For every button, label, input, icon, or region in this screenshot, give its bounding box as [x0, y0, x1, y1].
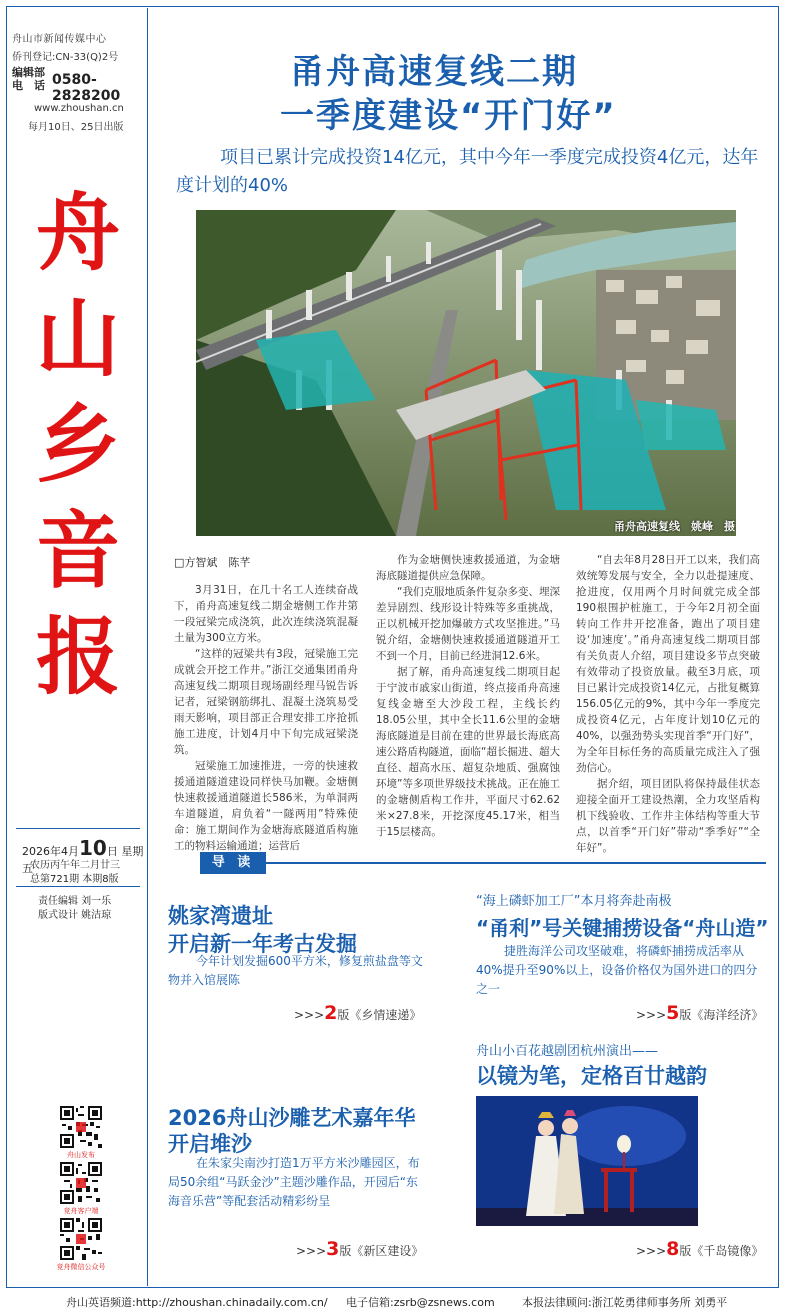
divider — [16, 828, 140, 829]
photo-credit: 甬舟高速复线 姚峰 摄 — [614, 520, 735, 533]
issue-number: 总第721期 本期8版 — [30, 874, 119, 885]
main-subtitle: 项目已累计完成投资14亿元，其中今年一季度完成投资4亿元，达年度计划的40% — [176, 147, 759, 196]
qr-label: 竞舟客户端 — [63, 1207, 99, 1215]
qr-code-icon[interactable] — [60, 1162, 102, 1204]
phone-label-line2: 电 话 — [12, 79, 45, 92]
teaser-headline[interactable]: “甬利”号关键捕捞设备“舟山造” — [476, 916, 769, 940]
teaser-summary: 在朱家尖南沙打造1万平方米沙雕园区，布局50余组“马跃金沙”主题沙雕作品，开园后“东海音乐营”等配套活动精彩纷呈 — [168, 1156, 420, 1208]
paragraph: 3月31日，在几十名工人连续奋战下，甬舟高速复线二期金塘侧工作井第一段冠梁完成浇筑，此次连续浇筑混凝土量为300立方米。 — [174, 584, 358, 644]
paragraph: 冠梁施工加速推进，一旁的快速救援通道隧道建设同样快马加鞭。金塘侧快速救援通道隧道长586米，为单洞两车道隧道，肩负着“一隧两用”特殊使命：施工期间作为金塘海底隧道盾构施工的物料运输通道；运营后 — [174, 760, 358, 852]
paragraph: 据介绍，项目团队将保持最佳状态迎接全面开工建设热潮，全力攻坚盾构机下线验收、工作井主体结构等重大节点，以首季“开门好”带动“季季好”“全年好”。 — [576, 778, 760, 854]
teaser-headline[interactable]: 以镜为笔，定格百廿越韵 — [476, 1064, 707, 1088]
qr-label: 竞舟微信公众号 — [56, 1263, 106, 1271]
lunar-date: 农历丙午年二月廿三 — [30, 860, 120, 871]
article-column-3 — [576, 552, 760, 856]
masthead-char: 山 — [35, 289, 120, 388]
legal-advisor: 本报法律顾问:浙江乾勇律师事务所 刘勇平 — [522, 1296, 728, 1309]
phone-label — [12, 66, 45, 92]
publication-schedule: 每月10日、25日出版 — [28, 122, 124, 133]
opera-photo — [476, 1096, 698, 1226]
masthead-char: 舟 — [35, 183, 120, 282]
qr-code-icon[interactable] — [60, 1106, 102, 1148]
layout-designer: 版式设计 姚洁琼 — [38, 910, 112, 921]
publisher-name: 舟山市新闻传媒中心 — [12, 34, 107, 45]
teaser-summary: 今年计划发掘600平方米，修复煎盐盘等文物并入馆展陈 — [168, 954, 423, 987]
paragraph: “我们克服地质条件复杂多变、埋深差异剧烈、线形设计特殊等多重挑战，正以机械开挖加爆破方式攻坚推进。”马锐介绍，金塘侧快速救援通道隧道开工不到一个月，目前已经进洞12.6米。 — [376, 586, 560, 662]
main-headline-line1: 甬舟高速复线二期 — [290, 52, 578, 92]
teaser-headline[interactable]: 开启堆沙 — [168, 1132, 252, 1156]
main-headline-line2: 一季度建设“开门好” — [280, 96, 617, 136]
teaser-headline[interactable]: 开启新一年考古发掘 — [168, 932, 357, 956]
phone-number: 0580-2828200 — [52, 72, 121, 104]
phone-label-line1: 编辑部 — [12, 66, 45, 79]
divider — [266, 862, 766, 864]
website-link[interactable]: www.zhoushan.cn — [34, 103, 124, 114]
english-channel-link[interactable]: 舟山英语频道:http://zhoushan.chinadaily.com.cn/ — [66, 1296, 328, 1309]
masthead-char: 报 — [35, 607, 120, 706]
responsible-editor: 责任编辑 刘一乐 — [38, 896, 112, 907]
teaser-kicker: 舟山小百花越剧团杭州演出—— — [476, 1044, 659, 1059]
divider — [16, 886, 140, 887]
paragraph: 作为金塘侧快速救援通道，为金塘海底隧道提供应急保障。 — [376, 554, 560, 582]
guide-bar — [200, 852, 766, 874]
masthead-char: 音 — [35, 501, 120, 600]
teaser-headline[interactable]: 姚家湾遗址 — [168, 904, 273, 928]
newspaper-masthead — [30, 180, 126, 710]
article-byline: □方智斌 陈芊 — [174, 556, 251, 569]
footer — [0, 1292, 787, 1312]
teaser-kicker: “海上磷虾加工厂”本月将奔赴南极 — [476, 894, 672, 909]
paragraph: “这样的冠梁共有3段，冠梁施工完成就会开挖工作井。”浙江交通集团甬舟高速复线二期项目现场副经理马锐告诉记者，冠梁钢筋绑扎、混凝土浇筑易受雨天影响，项目部正合理安排工序抢抓施工进度，计划4月中下旬完成冠梁浇筑。 — [174, 648, 358, 756]
paragraph: 据了解，甬舟高速复线二期项目起于宁波市戚家山街道，终点接甬舟高速复线金塘至大沙段工程，主线长约18.05公里，其中全长11.6公里的金塘海底隧道是目前在建的世界最长海底高速公路盾构隧道，面临“超长掘进、超大直径、超高水压、超复杂地质、强腐蚀环境”等多项世界级技术挑战。正在施工的金塘侧盾构工作井，平面尺寸62.62米×27.8米，开挖深度45.17米，相当于15层楼高。 — [376, 666, 560, 838]
article-column-2 — [376, 552, 560, 840]
page-reference[interactable]: >>>8版《千岛镜像》 — [636, 1238, 764, 1260]
page-reference[interactable]: >>>2版《乡情速递》 — [294, 1002, 422, 1024]
article-column-1 — [174, 582, 358, 854]
qr-code-icon[interactable] — [60, 1218, 102, 1260]
masthead-char: 乡 — [35, 395, 120, 494]
guide-label: 导 读 — [200, 852, 266, 874]
masthead-column — [8, 8, 148, 1286]
email-link[interactable]: 电子信箱:zsrb@zsnews.com — [346, 1296, 495, 1309]
teaser-headline[interactable]: 2026舟山沙雕艺术嘉年华 — [168, 1106, 416, 1130]
registration-number: 侨刊登记:CN-33(Q)2号 — [12, 52, 119, 63]
issue-date: 2026年4月10日 星期五 — [22, 836, 144, 875]
page-reference[interactable]: >>>3版《新区建设》 — [296, 1238, 424, 1260]
paragraph: “自去年8月28日开工以来，我们高效统筹发展与安全，全力以赴提速度、抢进度，仅用两个月时间就完成全部190根围护桩施工，于今年2月初全面转向工作井开挖准备，跑出了项目建设‘加速度’。”甬舟高速复线二期项目部有关负责人介绍，项目建设多节点突破有效带动了投资放量。截至3月底，项目已累计完成投资14亿元，占批复概算156.05亿元的9%，其中今年一季度完成投资4亿元，占年度计划10亿元的40%，以强劲势头实现首季“开门好”，为全年目标任务的高质量完成注入了强劲信心。 — [576, 554, 760, 774]
page-reference[interactable]: >>>5版《海洋经济》 — [636, 1002, 764, 1024]
teaser-summary: 捷胜海洋公司攻坚破难，将磷虾捕捞成活率从40%提升至90%以上，设备价格仅为国外进口的四分之一 — [476, 944, 758, 996]
qr-label: 舟山发布 — [67, 1151, 95, 1159]
main-photo — [196, 210, 736, 536]
